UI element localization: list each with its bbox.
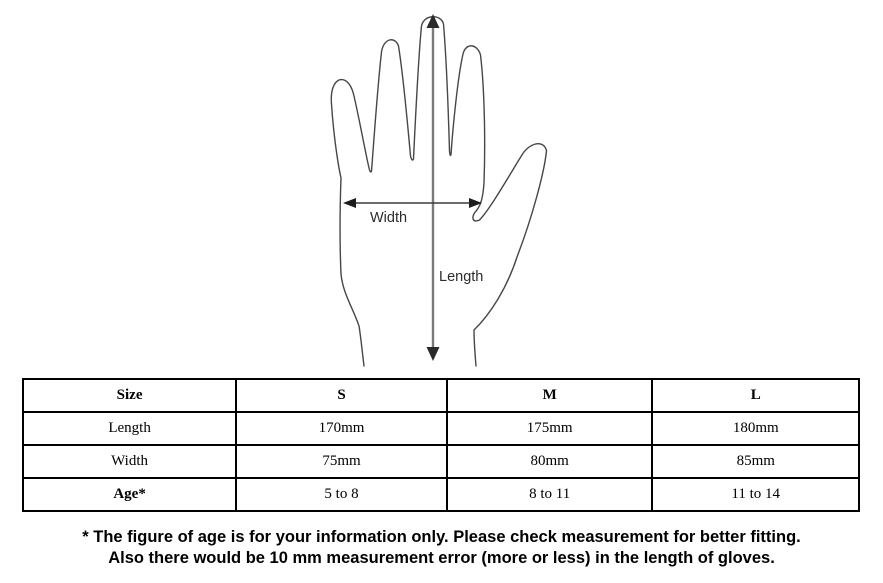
table-cell: 180mm bbox=[652, 412, 859, 445]
footnote-line-1: * The figure of age is for your information only. Please check measurement for better fitting. bbox=[82, 528, 801, 546]
row-label-length: Length bbox=[23, 412, 236, 445]
width-label: Width bbox=[370, 210, 408, 226]
table-cell: 5 to 8 bbox=[236, 478, 447, 511]
size-table-header-row bbox=[23, 379, 859, 412]
table-cell: 175mm bbox=[447, 412, 653, 445]
length-arrow bbox=[427, 14, 440, 361]
width-arrow bbox=[343, 198, 482, 208]
table-header-s: S bbox=[236, 379, 447, 412]
footnote-line-2: Also there would be 10 mm measurement error (more or less) in the length of gloves. bbox=[108, 548, 775, 567]
row-label-width: Width bbox=[23, 445, 236, 478]
size-table bbox=[22, 378, 860, 512]
table-row-age bbox=[23, 478, 859, 511]
table-header-l: L bbox=[652, 379, 859, 412]
table-cell: 8 to 11 bbox=[447, 478, 653, 511]
age-disclaimer-note bbox=[0, 527, 883, 568]
table-cell: 85mm bbox=[652, 445, 859, 478]
table-row-length bbox=[23, 412, 859, 445]
table-cell: 170mm bbox=[236, 412, 447, 445]
hand-outline bbox=[331, 17, 546, 366]
row-label-age: Age* bbox=[23, 478, 236, 511]
table-row-width bbox=[23, 445, 859, 478]
table-cell: 80mm bbox=[447, 445, 653, 478]
table-cell: 75mm bbox=[236, 445, 447, 478]
table-header-size: Size bbox=[23, 379, 236, 412]
table-header-m: M bbox=[447, 379, 653, 412]
length-label: Length bbox=[439, 269, 484, 285]
table-cell: 11 to 14 bbox=[652, 478, 859, 511]
